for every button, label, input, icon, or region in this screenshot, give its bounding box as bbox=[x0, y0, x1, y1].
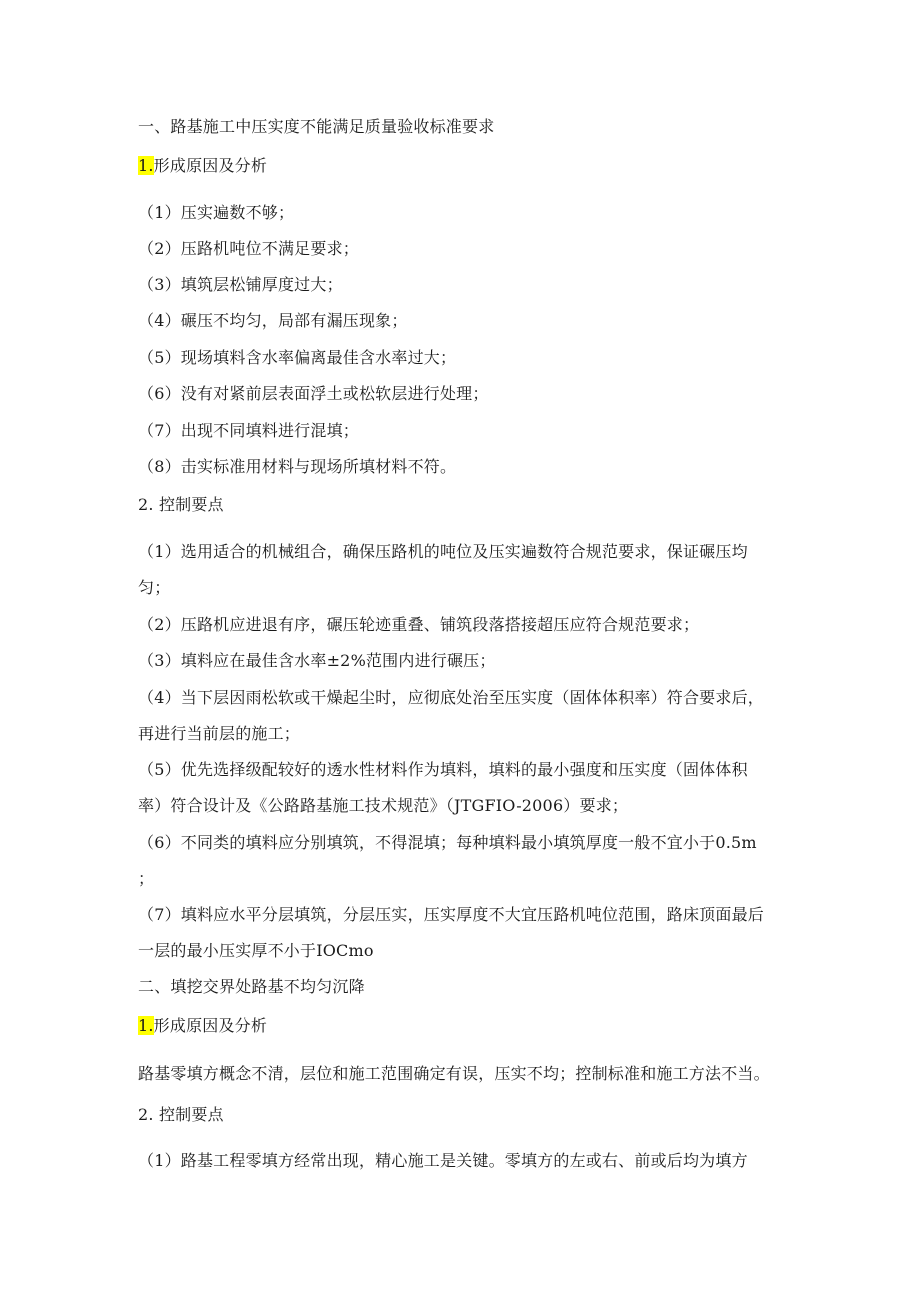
control-item-continuation: ； bbox=[138, 869, 155, 888]
cause-item: （6）没有对紧前层表面浮土或松软层进行处理； bbox=[138, 384, 489, 403]
highlight-number: 1. bbox=[138, 1016, 154, 1035]
section2-control-heading: 2. 控制要点 bbox=[138, 1105, 224, 1124]
section2-cause-text: 路基零填方概念不清，层位和施工范围确定有误，压实不均；控制标准和施工方法不当。 bbox=[138, 1064, 770, 1083]
control-item: （6）不同类的填料应分别填筑，不得混填；每种填料最小填筑厚度一般不宜小于0.5m bbox=[138, 833, 757, 852]
control-item: （3）填料应在最佳含水率±2%范围内进行碾压； bbox=[138, 651, 496, 670]
control-item-continuation: 一层的最小压实厚不小于IOCmo bbox=[138, 941, 374, 960]
control-item: （4）当下层因雨松软或干燥起尘时，应彻底处治至压实度（固体体积率）符合要求后， bbox=[138, 688, 764, 707]
control-item-continuation: 匀； bbox=[138, 578, 171, 597]
control-item-continuation: 再进行当前层的施工； bbox=[138, 724, 301, 743]
section2-title: 二、填挖交界处路基不均匀沉降 bbox=[138, 977, 365, 996]
control-item: （1）选用适合的机械组合，确保压路机的吨位及压实遍数符合规范要求，保证碾压均 bbox=[138, 542, 748, 561]
cause-item: （5）现场填料含水率偏离最佳含水率过大； bbox=[138, 348, 457, 367]
section1-title: 一、路基施工中压实度不能满足质量验收标准要求 bbox=[138, 117, 495, 136]
highlight-number: 1. bbox=[138, 156, 154, 175]
control-item-continuation: 率）符合设计及《公路路基施工技术规范》（JTGFIO-2006）要求； bbox=[138, 796, 629, 815]
cause-item: （1）压实遍数不够； bbox=[138, 203, 295, 222]
heading-text: 形成原因及分析 bbox=[153, 1016, 268, 1035]
control-item: （1）路基工程零填方经常出现，精心施工是关键。零填方的左或右、前或后均为填方 bbox=[138, 1151, 748, 1170]
section1-control-heading: 2. 控制要点 bbox=[138, 495, 224, 514]
cause-item: （3）填筑层松铺厚度过大； bbox=[138, 275, 343, 294]
heading-text: 形成原因及分析 bbox=[153, 156, 268, 175]
cause-item: （8）击实标准用材料与现场所填材料不符。 bbox=[138, 457, 457, 476]
cause-item: （4）碾压不均匀，局部有漏压现象； bbox=[138, 311, 408, 330]
section1-cause-heading bbox=[138, 155, 267, 177]
control-item: （7）填料应水平分层填筑，分层压实，压实厚度不大宜压路机吨位范围，路床顶面最后 bbox=[138, 905, 764, 924]
section2-cause-heading bbox=[138, 1015, 267, 1037]
cause-item: （7）出现不同填料进行混填； bbox=[138, 421, 359, 440]
control-item: （5）优先选择级配较好的透水性材料作为填料，填料的最小强度和压实度（固体体积 bbox=[138, 760, 748, 779]
cause-item: （2）压路机吨位不满足要求； bbox=[138, 239, 359, 258]
control-item: （2）压路机应进退有序，碾压轮迹重叠、铺筑段落搭接超压应符合规范要求； bbox=[138, 615, 700, 634]
